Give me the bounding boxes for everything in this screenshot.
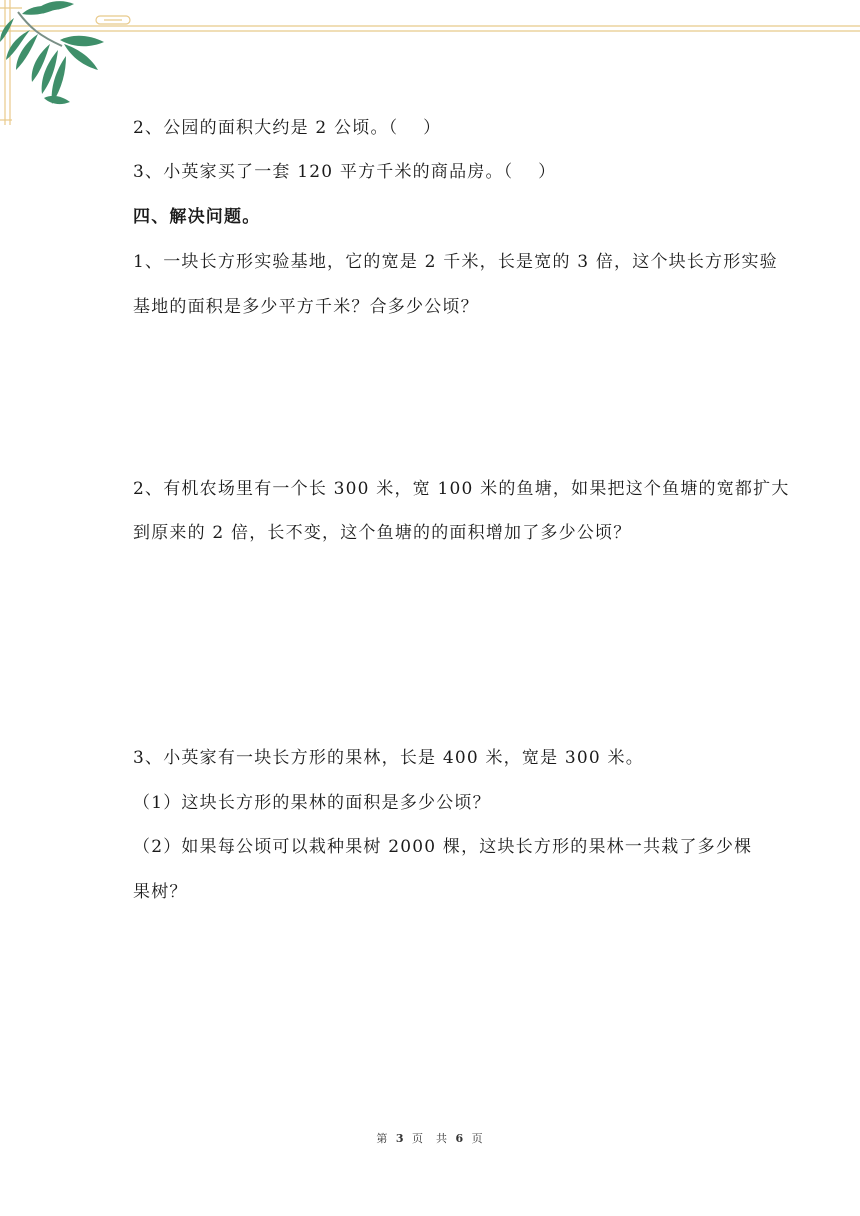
question-1-line-1: 1、一块长方形实验基地，它的宽是 2 千米，长是宽的 3 倍，这个块长方形实验 — [133, 252, 778, 272]
footer-suffix: 页 — [471, 1132, 484, 1145]
page-footer — [0, 1130, 860, 1146]
question-3-line-1: 3、小英家有一块长方形的果林，长是 400 米，宽是 300 米。 — [133, 748, 644, 768]
question-3-sub-2-line-1: （2）如果每公顷可以栽种果树 2000 棵，这块长方形的果林一共栽了多少棵 — [133, 837, 753, 857]
footer-middle: 页 共 — [412, 1132, 448, 1145]
question-2-line-1: 2、有机农场里有一个长 300 米，宽 100 米的鱼塘，如果把这个鱼塘的宽都扩大 — [133, 479, 790, 499]
question-3-sub-1: （1）这块长方形的果林的面积是多少公顷？ — [133, 793, 491, 813]
question-1-line-2: 基地的面积是多少平方千米？合多少公顷？ — [133, 297, 479, 317]
bamboo-branch — [0, 1, 104, 104]
bamboo-leaves-icon — [0, 0, 860, 130]
question-3-sub-2-line-2: 果树？ — [133, 882, 188, 902]
footer-prefix: 第 — [376, 1132, 389, 1145]
border-frame — [0, 0, 860, 125]
judgment-item-2: 2、公园的面积大约是 2 公顷。（ ） — [133, 118, 442, 138]
question-2-line-2: 到原来的 2 倍，长不变，这个鱼塘的的面积增加了多少公顷？ — [133, 523, 632, 543]
footer-page-number: 3 — [395, 1132, 405, 1145]
section-heading: 四、解决问题。 — [133, 207, 261, 227]
footer-total-pages: 6 — [455, 1132, 465, 1145]
judgment-item-3: 3、小英家买了一套 120 平方千米的商品房。（ ） — [133, 162, 557, 182]
